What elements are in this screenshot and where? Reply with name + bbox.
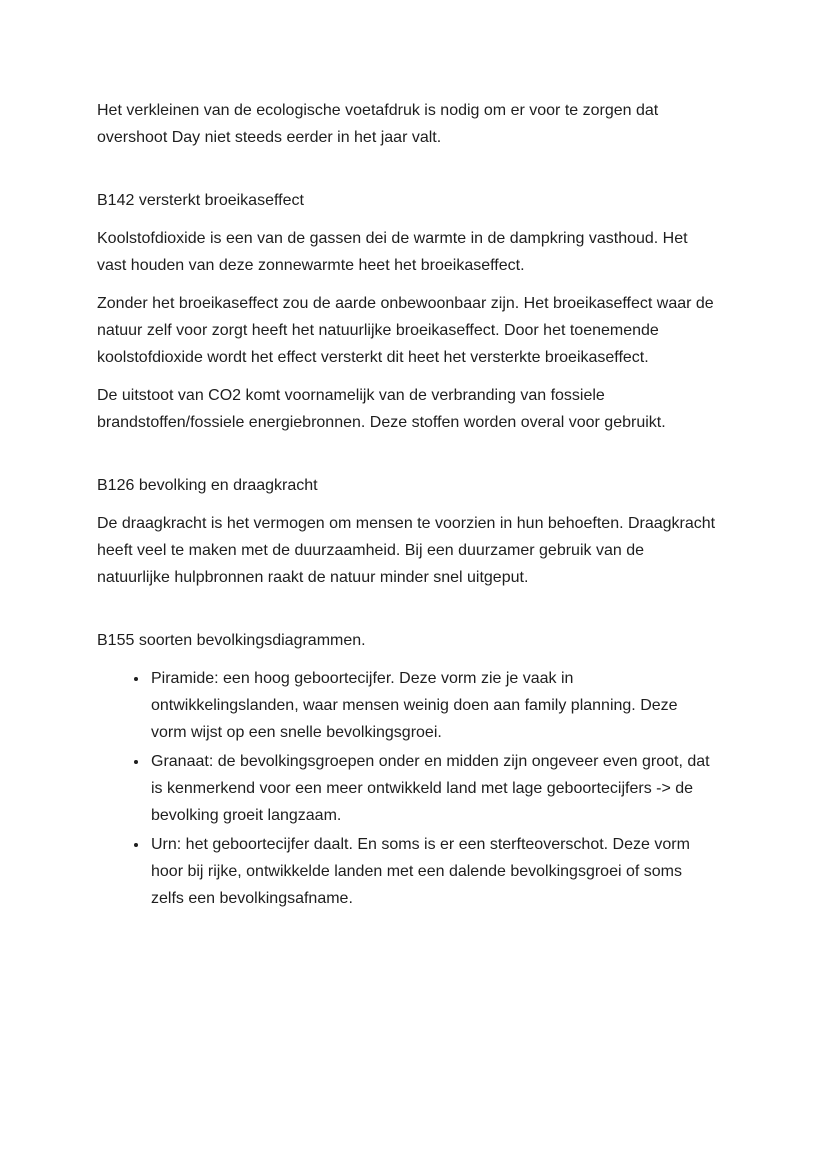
- body-paragraph: Koolstofdioxide is een van de gassen dei de warmte in de dampkring vasthoud. Het vast houden van deze zonnewarmte heet het broeikaseffect.: [97, 230, 688, 274]
- body-paragraph: De draagkracht is het vermogen om mensen te voorzien in hun behoeften. Draagkracht heeft veel te maken met de duurzaamheid. Bij een duurzamer gebruik van de natuurlijke hulpbronnen raakt de natuur minder snel uitgeput.: [97, 515, 716, 586]
- body-paragraph: De uitstoot van CO2 komt voornamelijk van de verbranding van fossiele brandstoffen/fossiele energiebronnen. Deze stoffen worden overal voor gebruikt.: [97, 387, 666, 431]
- list-item-piramide: • Piramide: een hoog geboortecijfer. Deze vorm zie je vaak in ontwikkelingslanden, waar mensen weinig doen aan family planning. Deze vorm wijst op een snelle bevolkingsgroei.: [149, 665, 717, 746]
- section-heading-b126: B126 bevolking en draagkracht: [97, 477, 318, 494]
- section-heading-b142: B142 versterkt broeikaseffect: [97, 192, 304, 209]
- section-heading-b155: B155 soorten bevolkingsdiagrammen.: [97, 632, 366, 649]
- list-item-granaat: • Granaat: de bevolkingsgroepen onder en midden zijn ongeveer even groot, dat is kenmerkend voor een meer ontwikkeld land met lage geboortecijfers -> de bevolking groeit langzaam.: [149, 748, 717, 829]
- body-paragraph: Zonder het broeikaseffect zou de aarde onbewoonbaar zijn. Het broeikaseffect waar de natuur zelf voor zorgt heeft het natuurlijke broeikaseffect. Door het toenemende koolstofdioxide wordt het effect versterkt dit heet het versterkte broeikaseffect.: [97, 295, 714, 366]
- bullet-list: [97, 665, 717, 912]
- list-item-urn: • Urn: het geboortecijfer daalt. En soms is er een sterfteoverschot. Deze vorm hoor bij rijke, ontwikkelde landen met een dalende bevolkingsgroei of soms zelfs een bevolkingsafname.: [149, 831, 717, 912]
- intro-paragraph: Het verkleinen van de ecologische voetafdruk is nodig om er voor te zorgen dat overshoot Day niet steeds eerder in het jaar valt.: [97, 102, 659, 146]
